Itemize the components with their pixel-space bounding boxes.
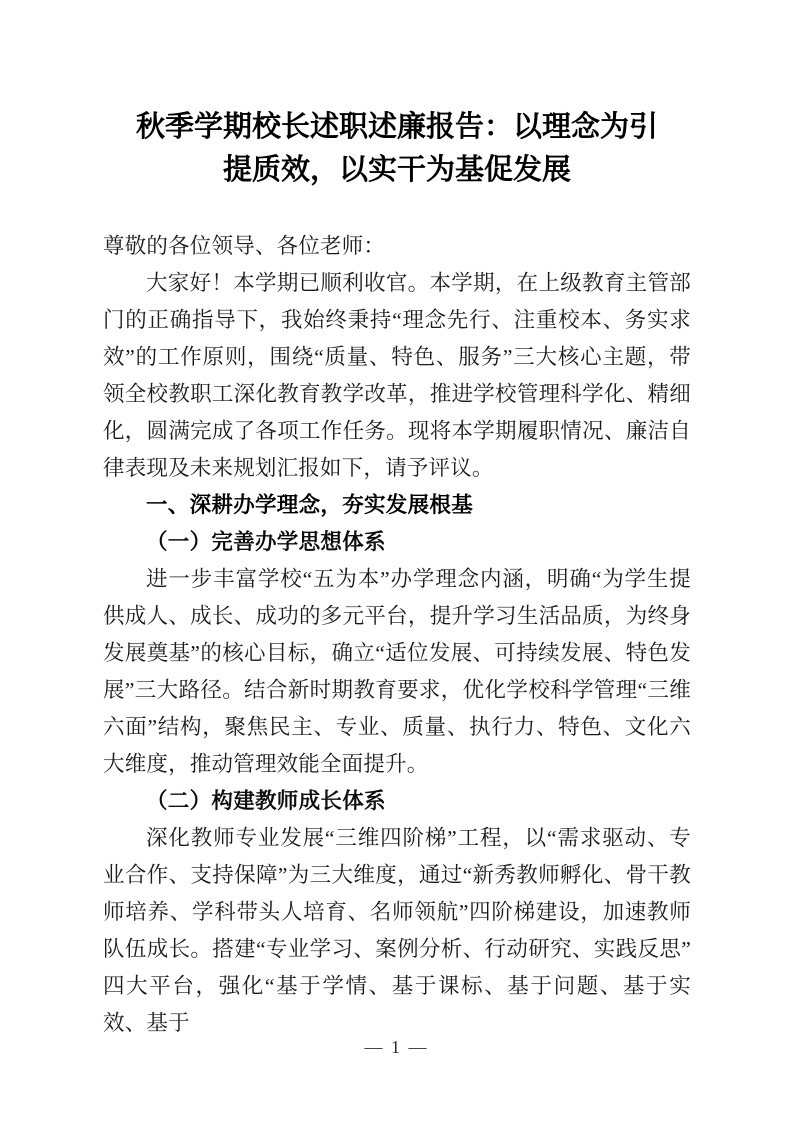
title-line-1: 秋季学期校长述职述廉报告：以理念为引	[135, 111, 658, 143]
page-number-footer: — 1 —	[364, 1037, 429, 1057]
opening-paragraph: 大家好！本学期已顺利收官。本学期，在上级教育主管部门的正确指导下，我始终秉持“理念先行、注重校本、务实求效”的工作原则，围绕“质量、特色、服务”三大核心主题，带领全校教职工深化教育教学改革，推进学校管理科学化、精细化，圆满完成了各项工作任务。现将本学期履职情况、廉洁自律表现及未来规划汇报如下，请予评议。	[103, 271, 691, 480]
subsection-heading-1-2: （二）构建教师成长体系	[146, 789, 386, 813]
subsection-body-1-1: 进一步丰富学校“五为本”办学理念内涵，明确“为学生提供成人、成长、成功的多元平台，提升学习生活品质，为终身发展奠基”的核心目标，确立“适位发展、可持续发展、特色发展”三大路径。结合新时期教育要求，优化学校科学管理“三维六面”结构，聚焦民主、专业、质量、执行力、特色、文化六大维度，推动管理效能全面提升。	[103, 567, 691, 776]
subsection-body-1-2: 深化教师专业发展“三维四阶梯”工程，以“需求驱动、专业合作、支持保障”为三大维度，通过“新秀教师孵化、骨干教师培养、学科带头人培育、名师领航”四阶梯建设，加速教师队伍成长。搭建“专业学习、案例分析、行动研究、实践反思”四大平台，强化“基于学情、基于课标、基于问题、基于实效、基于	[103, 826, 691, 1035]
page-title	[103, 0, 691, 192]
title-line-2: 提质效，以实干为基促发展	[222, 154, 571, 186]
page-content-area	[103, 0, 691, 1042]
section-heading-1: 一、深耕办学理念，夯实发展根基	[146, 493, 474, 517]
subsection-heading-1-1: （一）完善办学思想体系	[146, 530, 386, 554]
salutation-line: 尊敬的各位领导、各位老师：	[103, 234, 386, 258]
document-body	[103, 228, 691, 1042]
